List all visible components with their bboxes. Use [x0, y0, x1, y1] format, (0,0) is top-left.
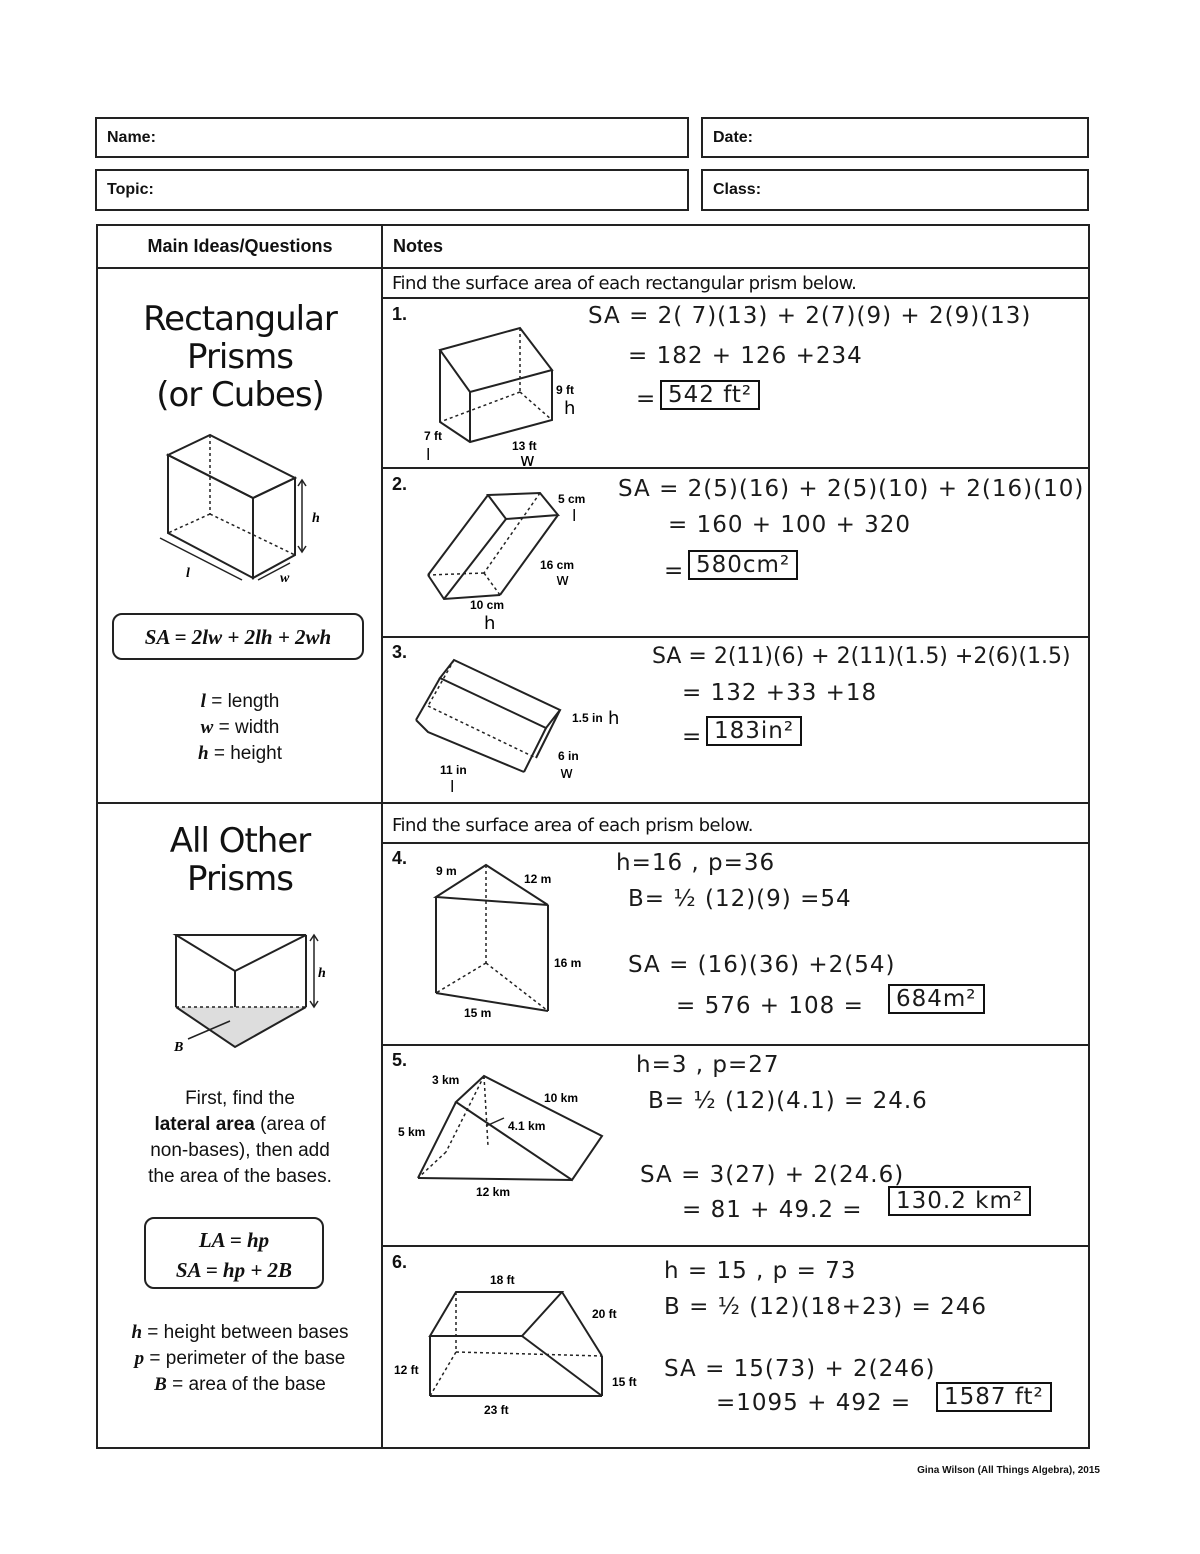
date-label: Date: — [713, 129, 754, 146]
problem-1-hand-w: w — [520, 450, 535, 471]
problem-1-line-3: = — [636, 386, 657, 412]
lateral-area-formula: LA = hp SA = hp + 2B — [144, 1217, 324, 1289]
problem-5-label-10km: 10 km — [544, 1091, 579, 1105]
problem-6-label-23ft: 23 ft — [484, 1403, 509, 1417]
problem-4-line-3: SA = (16)(36) +2(54) — [628, 952, 896, 978]
problem-2-answer: 580cm² — [688, 550, 798, 580]
rect-sa-formula: SA = 2lw + 2lh + 2wh — [112, 613, 364, 660]
problem-6-number: 6. — [392, 1252, 408, 1272]
problem-3-number: 3. — [392, 642, 408, 662]
topic-field[interactable] — [95, 169, 689, 211]
problem-1-label-length: 7 ft — [424, 429, 442, 443]
problem-3-line-2: = 132 +33 +18 — [682, 680, 878, 706]
problem-1-answer: 542 ft² — [660, 380, 760, 410]
problem-1-label-width: 13 ft — [512, 439, 537, 453]
problem-5-label-5km: 5 km — [398, 1125, 426, 1139]
rect-title: Rectangular Prisms (or Cubes) — [143, 299, 337, 415]
problem-4-number: 4. — [392, 848, 408, 868]
instr-divider-1 — [381, 297, 1090, 299]
section-divider — [96, 802, 1090, 804]
problem-2-hand-h: h — [484, 613, 496, 634]
problem-6-answer: 1587 ft² — [936, 1382, 1052, 1412]
problem-5-diagram — [396, 1062, 616, 1202]
problem-3-answer: 183in² — [706, 716, 802, 746]
problem-5-line-4: = 81 + 49.2 = — [682, 1197, 863, 1223]
other-legend: h = height between bases p = perimeter of the base B = area of the base — [131, 1322, 349, 1395]
rect-instruction: Find the surface area of each rectangular prism below. — [392, 273, 857, 294]
other-instruction: Find the surface area of each prism below. — [392, 815, 753, 836]
problem-3-label-length: 11 in — [440, 763, 467, 777]
rect-diagram-l-label: l — [186, 566, 190, 581]
problem-1-diagram — [420, 320, 590, 470]
topic-label: Topic: — [107, 181, 154, 198]
problem-5-number: 5. — [392, 1050, 408, 1070]
problem-6-line-4: =1095 + 492 = — [716, 1390, 912, 1416]
problem-5-line-3: SA = 3(27) + 2(24.6) — [640, 1162, 905, 1188]
rect-legend: l = length w = width h = height — [198, 691, 282, 764]
triangular-prism-diagram — [160, 925, 340, 1065]
problem-2-number: 2. — [392, 474, 408, 494]
row-divider-4 — [381, 1044, 1090, 1046]
problem-6-line-3: SA = 15(73) + 2(246) — [664, 1356, 936, 1382]
problem-5-answer: 130.2 km² — [888, 1186, 1031, 1216]
row-divider-2 — [381, 636, 1090, 638]
lateral-area-description: First, find the lateral area (area of non-bases), then add the area of the bases. — [148, 1088, 332, 1187]
problem-6-line-1: h = 15 , p = 73 — [664, 1258, 857, 1284]
problem-4-line-2: B= ½ (12)(9) =54 — [628, 886, 852, 912]
rect-prism-diagram — [150, 430, 350, 590]
problem-5-line-1: h=3 , p=27 — [636, 1052, 780, 1078]
problem-2-line-2: = 160 + 100 + 320 — [668, 512, 912, 538]
problem-6-label-15ft: 15 ft — [612, 1375, 637, 1389]
notes-heading: Notes — [393, 236, 444, 256]
problem-5-label-3km: 3 km — [432, 1073, 460, 1087]
problem-5-label-4.1km: 4.1 km — [508, 1119, 546, 1133]
name-field[interactable] — [95, 117, 689, 158]
problem-1-hand-l: l — [426, 445, 431, 464]
problem-3-label-height: 1.5 in — [572, 711, 603, 725]
problem-2-hand-l: l — [572, 506, 577, 525]
copyright-footer: Gina Wilson (All Things Algebra), 2015 — [917, 1465, 1100, 1476]
rect-diagram-h-label: h — [312, 511, 320, 526]
other-title: All Other Prisms — [169, 821, 311, 899]
tri-diagram-h-label: h — [318, 966, 326, 981]
problem-2-hand-w: w — [556, 570, 570, 589]
problem-1-line-2: = 182 + 126 +234 — [628, 343, 863, 369]
problem-4-line-1: h=16 , p=36 — [616, 850, 776, 876]
problem-6-diagram — [394, 1268, 637, 1418]
class-label: Class: — [713, 181, 762, 198]
problem-3-line-3: = — [682, 724, 703, 750]
problem-3-line-1: SA = 2(11)(6) + 2(11)(1.5) +2(6)(1.5) — [652, 644, 1071, 669]
problem-1-label-height: 9 ft — [556, 383, 574, 397]
problem-1-line-1: SA = 2( 7)(13) + 2(7)(9) + 2(9)(13) — [588, 303, 1032, 329]
problem-6-label-12ft: 12 ft — [394, 1363, 419, 1377]
row-divider-5 — [381, 1245, 1090, 1247]
problem-4-label-12m: 12 m — [524, 872, 552, 886]
problem-3-label-width: 6 in — [558, 749, 579, 763]
problem-4-label-15m: 15 m — [464, 1006, 492, 1020]
tri-diagram-B-label: B — [174, 1040, 184, 1055]
problem-2-line-3: = — [664, 558, 685, 584]
problem-2-label-width: 16 cm — [540, 558, 575, 572]
problem-2-label-height: 10 cm — [470, 598, 505, 612]
problem-3-hand-w: w — [560, 763, 574, 782]
problem-2-line-1: SA = 2(5)(16) + 2(5)(10) + 2(16)(10) — [618, 476, 1085, 502]
problem-3-hand-l: l — [450, 777, 455, 796]
problem-4-answer: 684m² — [888, 984, 985, 1014]
problem-2-label-length: 5 cm — [558, 492, 586, 506]
problem-4-diagram — [420, 855, 600, 1025]
problem-6-label-18ft: 18 ft — [490, 1273, 515, 1287]
problem-5-label-12km: 12 km — [476, 1185, 511, 1199]
problem-4-label-9m: 9 m — [436, 864, 457, 878]
problem-3-diagram — [410, 650, 620, 800]
header-row-divider — [96, 267, 1090, 269]
instr-divider-2 — [381, 842, 1090, 844]
problem-4-line-4: = 576 + 108 = — [676, 993, 864, 1019]
class-field[interactable] — [701, 169, 1089, 211]
problem-1-number: 1. — [392, 304, 408, 324]
main-ideas-heading: Main Ideas/Questions — [147, 236, 333, 256]
date-field[interactable] — [701, 117, 1089, 158]
problem-6-label-20ft: 20 ft — [592, 1307, 617, 1321]
problem-3-hand-h: h — [608, 708, 620, 729]
name-label: Name: — [107, 129, 156, 146]
problem-5-line-2: B= ½ (12)(4.1) = 24.6 — [648, 1088, 928, 1114]
problem-6-line-2: B = ½ (12)(18+23) = 246 — [664, 1294, 988, 1320]
problem-4-label-16m: 16 m — [554, 956, 582, 970]
rect-diagram-w-label: w — [280, 571, 290, 586]
problem-1-hand-h: h — [564, 398, 576, 419]
problem-2-diagram — [420, 485, 600, 635]
